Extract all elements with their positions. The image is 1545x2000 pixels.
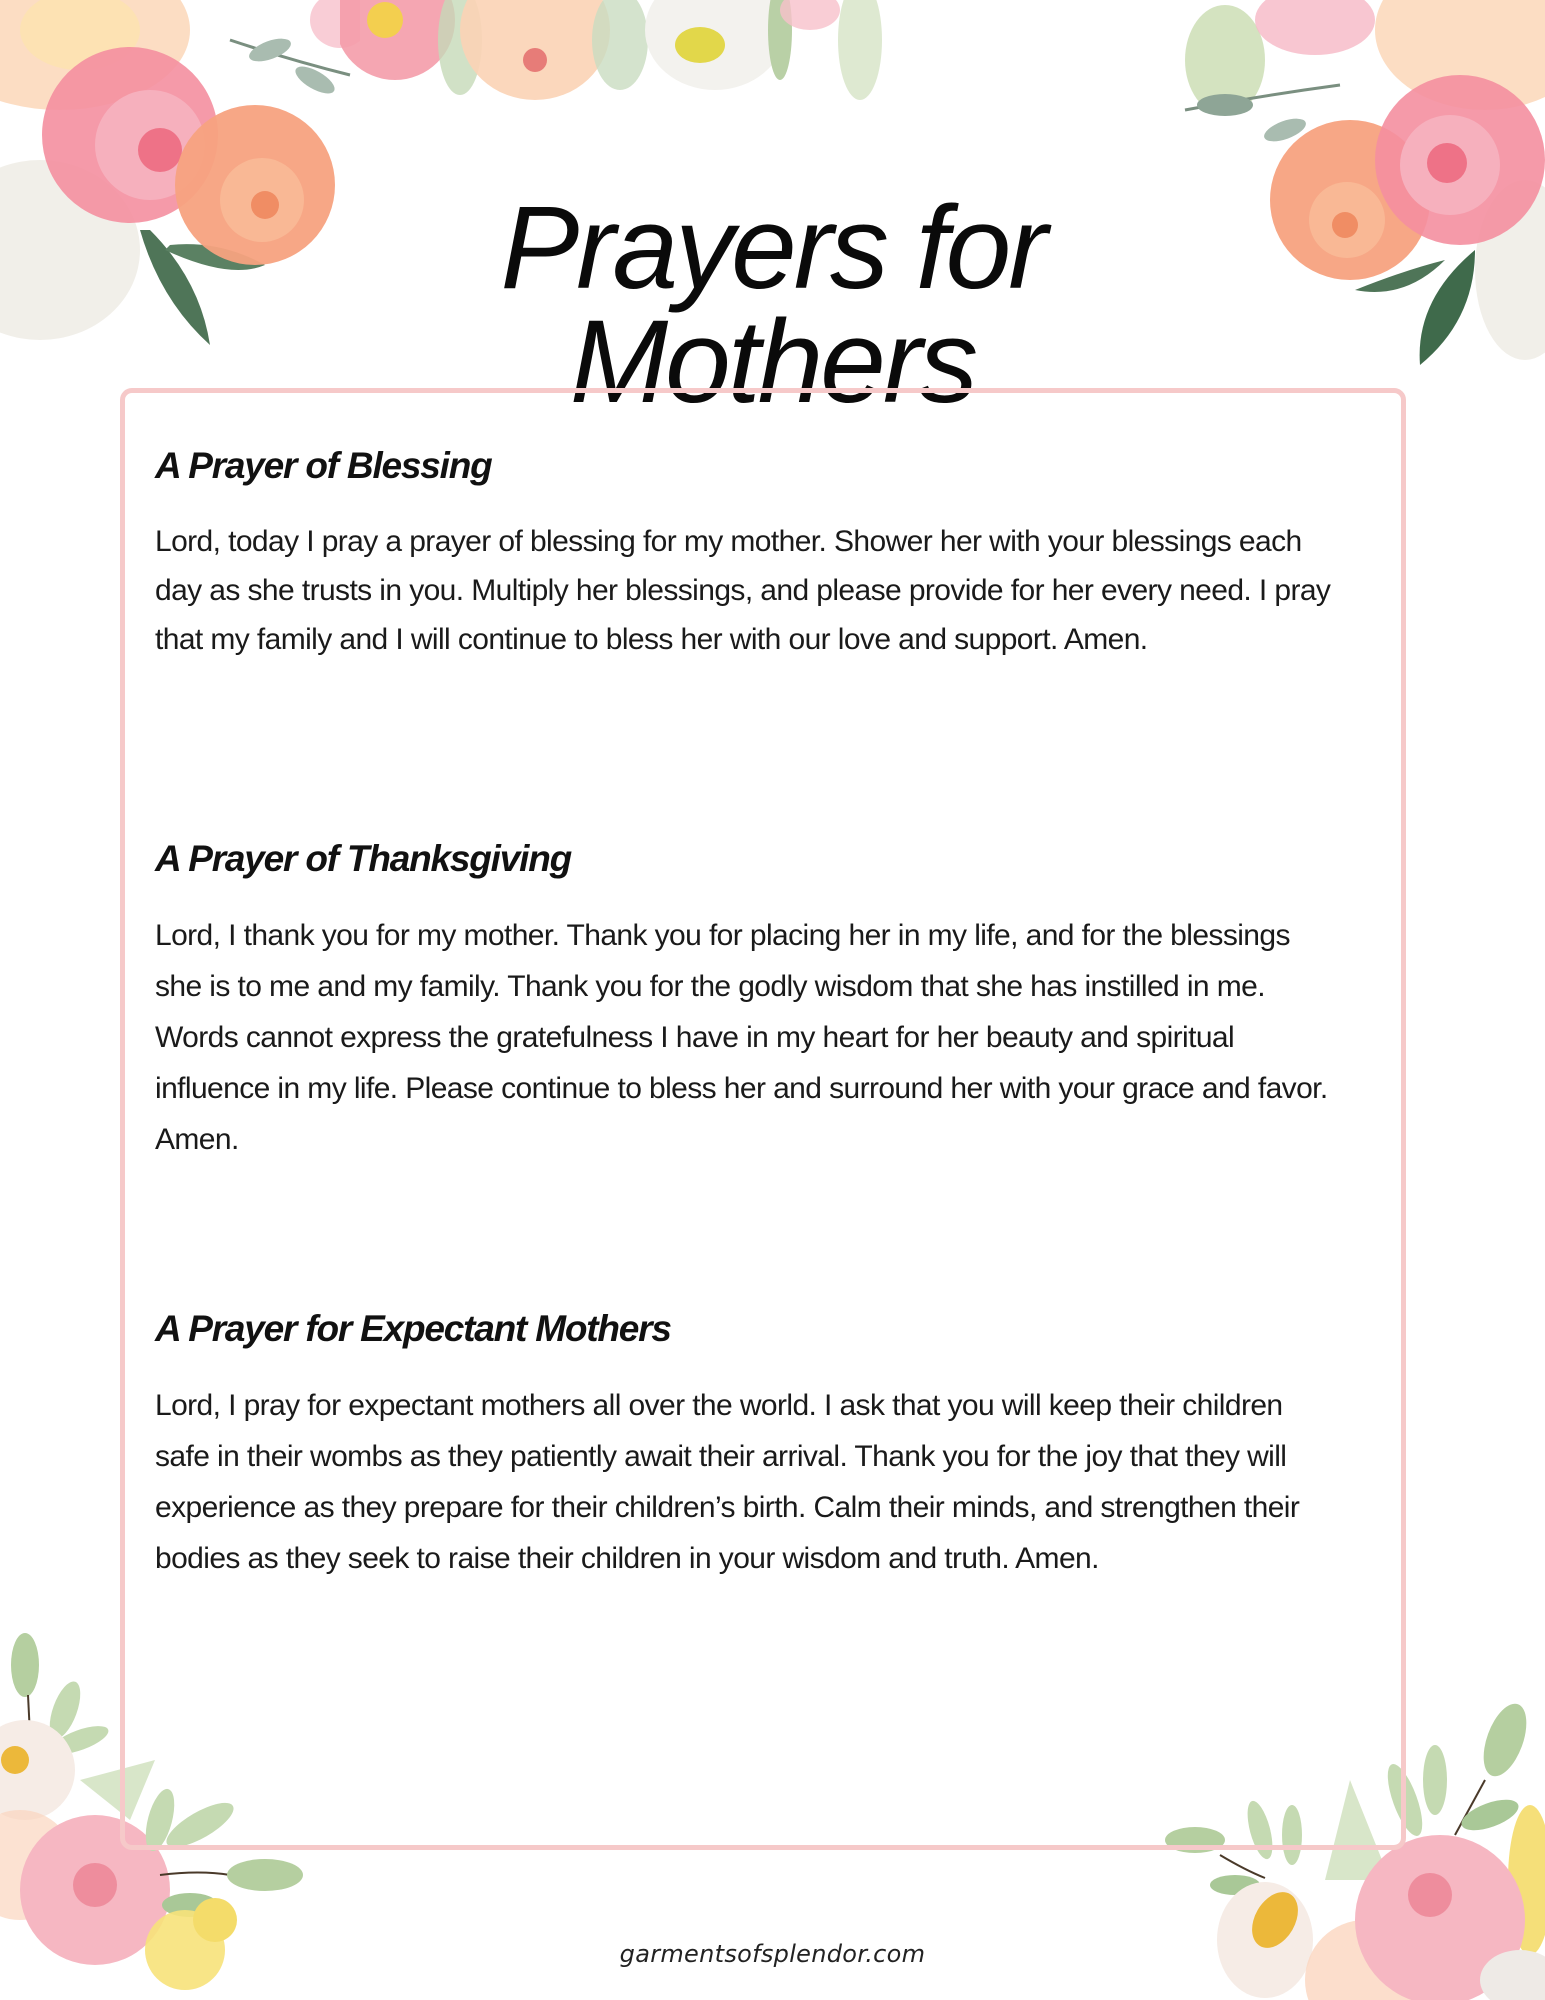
section-heading: A Prayer of Blessing	[155, 445, 492, 486]
page-title-line-2: Mothers	[569, 296, 976, 429]
section-heading: A Prayer for Expectant Mothers	[155, 1308, 671, 1349]
section-heading: A Prayer of Thanksgiving	[155, 838, 571, 879]
section-body: Lord, I pray for expectant mothers all over the world. I ask that you will keep their children safe in their wombs as they patiently await their arrival. Thank you for the joy that they will experience as they prepare for their children’s birth. Calm their minds, and strengthen their bodies as they seek to raise their children in your wisdom and truth. Amen.	[155, 1389, 1300, 1575]
prayer-section-thanksgiving	[155, 838, 1335, 1165]
page-title-line-1: Prayers for	[500, 182, 1045, 315]
section-body: Lord, today I pray a prayer of blessing for my mother. Shower her with your blessings each day as she trusts in you. Multiply her blessings, and please provide for her every need. I pray that my family and I will continue to bless her with our love and support. Amen.	[155, 525, 1331, 656]
prayer-section-blessing	[155, 445, 1335, 664]
prayer-section-expectant-mothers	[155, 1308, 1335, 1584]
floral-decoration-top-center	[340, 0, 1200, 110]
section-body: Lord, I thank you for my mother. Thank you for placing her in my life, and for the blessings she is to me and my family. Thank you for the godly wisdom that she has instilled in me. Words cannot express the gratefulness I have in my heart for her beauty and spiritual influence in my life. Please continue to bless her and surround her with your grace and favor. Amen.	[155, 919, 1328, 1156]
footer-website-url: garmentsofsplendor.com	[619, 1940, 926, 1968]
page-title	[0, 182, 1545, 429]
